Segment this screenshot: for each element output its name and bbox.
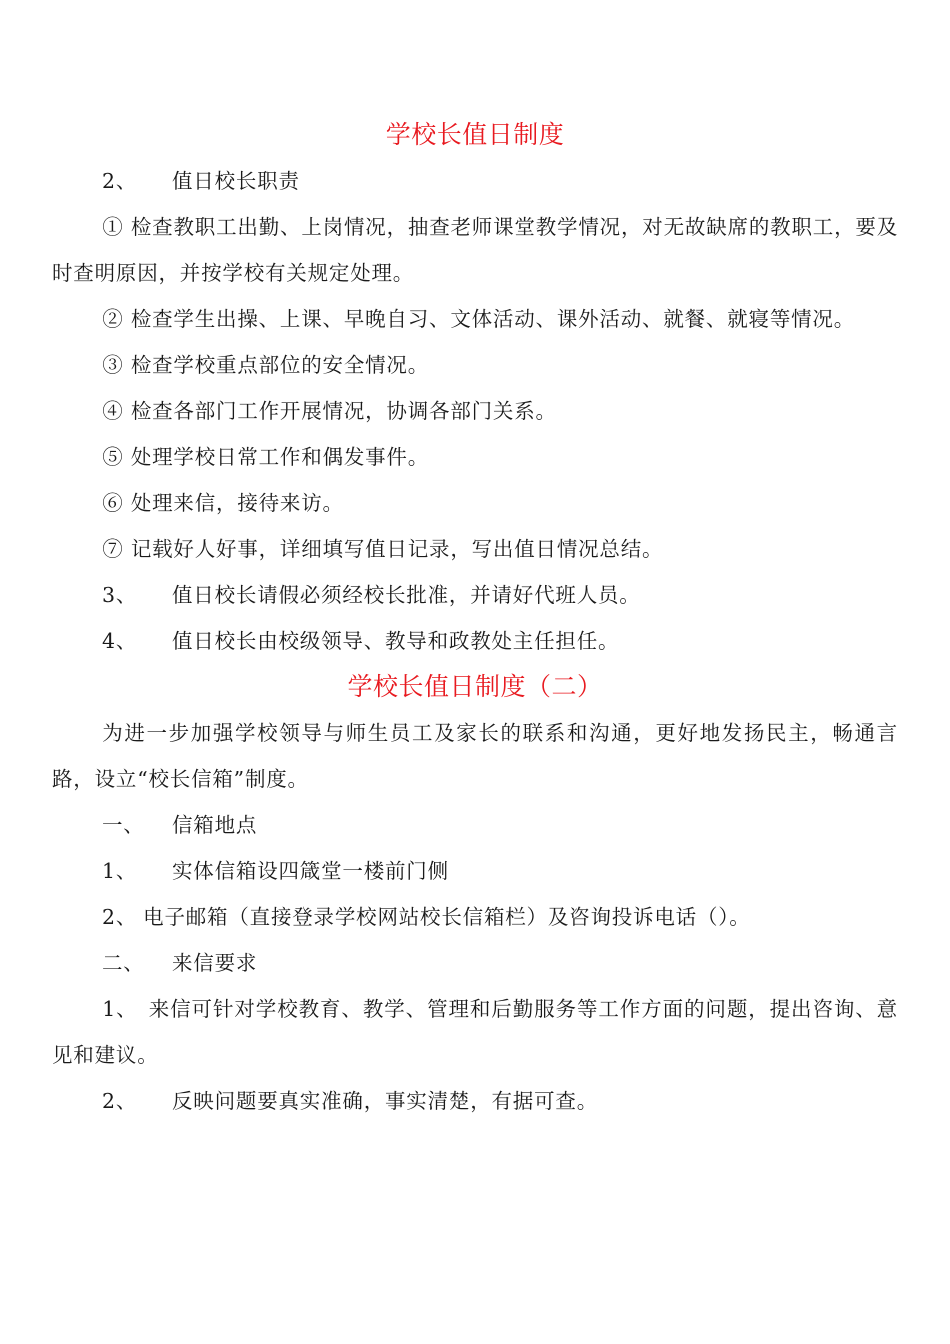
duty-5: ⑤ 处理学校日常工作和偶发事件。 (102, 445, 430, 469)
section-2-item-1: 1、 来信可针对学校教育、教学、管理和后勤服务等工作方面的问题，提出咨询、意见和建议。 (52, 997, 898, 1067)
item-text: 值日校长职责 (172, 169, 300, 193)
item-text: 值日校长由校级领导、教导和政教处主任担任。 (172, 629, 620, 653)
section-1-item-2 (52, 894, 898, 940)
section-1-heading (52, 802, 898, 848)
item-4 (52, 618, 898, 664)
item-2 (52, 158, 898, 204)
item-text: 电子邮箱（直接登录学校网站校长信箱栏）及咨询投诉电话（）。 (143, 905, 751, 929)
item-text: 反映问题要真实准确，事实清楚，有据可查。 (172, 1089, 598, 1113)
duty-1: ① 检查教职工出勤、上岗情况，抽查老师课堂教学情况，对无故缺席的教职工，要及时查明原因，并按学校有关规定处理。 (52, 215, 898, 285)
section-number: 一、 (102, 813, 145, 837)
intro-paragraph: 为进一步加强学校领导与师生员工及家长的联系和沟通，更好地发扬民主，畅通言路，设立“校长信箱”制度。 (52, 721, 898, 791)
item-number: 2、 (102, 905, 138, 929)
duty-4: ④ 检查各部门工作开展情况，协调各部门关系。 (102, 399, 557, 423)
section-1-item-1 (52, 848, 898, 894)
item-number: 3、 (102, 583, 138, 607)
document-page (52, 112, 898, 1124)
item-text: 值日校长请假必须经校长批准，并请好代班人员。 (172, 583, 641, 607)
item-3 (52, 572, 898, 618)
section-text: 信箱地点 (172, 813, 258, 837)
duty-3: ③ 检查学校重点部位的安全情况。 (102, 353, 430, 377)
duty-7: ⑦ 记载好人好事，详细填写值日记录，写出值日情况总结。 (102, 537, 664, 561)
section-2-item-2 (52, 1078, 898, 1124)
section-text: 来信要求 (172, 951, 258, 975)
section-2-heading (52, 940, 898, 986)
duty-2: ② 检查学生出操、上课、早晚自习、文体活动、课外活动、就餐、就寝等情况。 (102, 307, 856, 331)
item-number: 4、 (102, 629, 138, 653)
section-number: 二、 (102, 951, 145, 975)
item-number: 2、 (102, 1089, 138, 1113)
doc-title-1: 学校长值日制度 (385, 120, 565, 149)
item-text: 实体信箱设四箴堂一楼前门侧 (172, 859, 449, 883)
item-number: 2、 (102, 169, 138, 193)
duty-6: ⑥ 处理来信，接待来访。 (102, 491, 344, 515)
doc-title-2: 学校长值日制度（二） (347, 672, 603, 701)
item-number: 1、 (102, 859, 138, 883)
